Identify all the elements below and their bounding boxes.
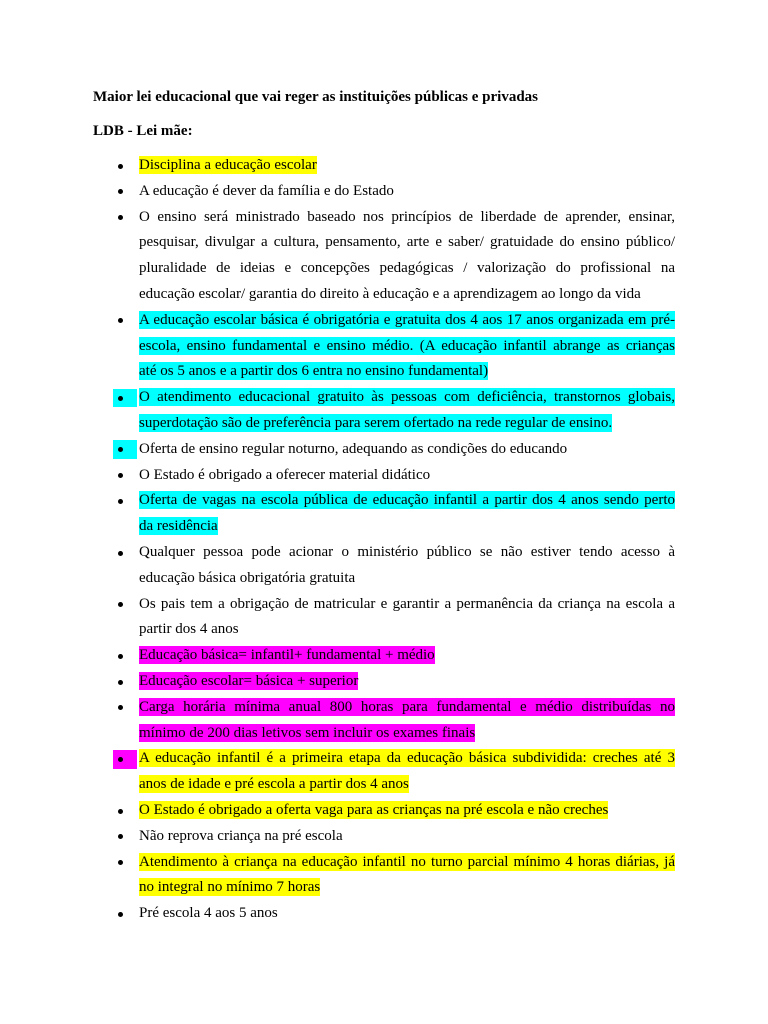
list-item-text: O Estado é obrigado a oferecer material didático <box>139 466 431 483</box>
list-item-text: no integral no mínimo 7 horas <box>139 879 321 896</box>
text-line <box>139 617 675 643</box>
list-item <box>139 592 675 644</box>
text-line <box>139 334 675 360</box>
text-line <box>139 850 675 876</box>
list-item <box>139 488 675 540</box>
list-item-text: Carga horária mínima anual 800 horas para fundamental e médio distribuídas no <box>139 698 675 715</box>
list-item-text: educação básica obrigatória gratuita <box>139 569 356 586</box>
list-item <box>139 824 675 850</box>
bullet-icon <box>113 492 137 511</box>
document-title: Maior lei educacional que vai reger as instituições públicas e privadas <box>93 89 539 105</box>
text-line <box>139 282 675 308</box>
list-item-text: A educação é dever da família e do Estado <box>139 182 394 199</box>
bullet-icon <box>113 466 137 485</box>
list-item-text: escola, ensino fundamental e ensino médio. (A educação infantil abrange as crianças <box>139 337 675 354</box>
list-item-text: A educação escolar básica é obrigatória e gratuita dos 4 aos 17 anos organizada em pré- <box>139 311 675 328</box>
text-line <box>139 643 675 669</box>
list-item-text: pluralidade de ideias e concepções pedagógicas / valorização do profissional na <box>139 260 675 277</box>
text-line <box>139 721 675 747</box>
bullet-list <box>139 153 675 927</box>
text-line <box>139 359 675 385</box>
text-line <box>139 746 675 772</box>
section-heading: LDB - Lei mãe: <box>93 123 193 139</box>
text-line <box>139 437 675 463</box>
list-item-text: Não reprova criança na pré escola <box>139 827 343 844</box>
list-item-text: Educação escolar= básica + superior <box>139 672 359 689</box>
text-line <box>139 669 675 695</box>
bullet-icon <box>113 853 137 872</box>
list-item <box>139 540 675 592</box>
text-line <box>139 772 675 798</box>
text-line <box>139 592 675 618</box>
text-line <box>139 514 675 540</box>
bullet-icon <box>113 440 137 459</box>
list-item-text: Atendimento à criança na educação infantil no turno parcial mínimo 4 horas diárias, já <box>139 853 675 870</box>
list-item-text: anos de idade e pré escola a partir dos 4 anos <box>139 776 409 793</box>
text-line <box>139 798 675 824</box>
bullet-icon <box>113 157 137 176</box>
text-line <box>139 695 675 721</box>
list-item-text: Educação básica= infantil+ fundamental + médio <box>139 647 435 664</box>
text-line <box>139 566 675 592</box>
bullet-icon <box>113 208 137 227</box>
list-item <box>139 643 675 669</box>
bullet-icon <box>113 905 137 924</box>
list-item-text: pesquisar, divulgar a cultura, pensamento, arte e saber/ gratuidade do ensino público/ <box>139 234 675 251</box>
list-item <box>139 798 675 824</box>
text-line <box>139 256 675 282</box>
list-item <box>139 385 675 437</box>
text-line <box>139 179 675 205</box>
bullet-icon <box>113 544 137 563</box>
text-line <box>139 901 675 927</box>
list-item <box>139 695 675 747</box>
text-line <box>139 205 675 231</box>
list-item-text: superdotação são de preferência para serem ofertado na rede regular de ensino. <box>139 414 613 431</box>
text-line <box>139 875 675 901</box>
list-item <box>139 901 675 927</box>
text-line <box>139 230 675 256</box>
list-item <box>139 179 675 205</box>
list-item-text: O Estado é obrigado a oferta vaga para as crianças na pré escola e não creches <box>139 801 609 818</box>
bullet-icon <box>113 389 137 408</box>
list-item <box>139 463 675 489</box>
list-item-text: A educação infantil é a primeira etapa da educação básica subdividida: creches até 3 <box>139 750 675 767</box>
text-line <box>139 308 675 334</box>
text-line <box>139 153 675 179</box>
bullet-icon <box>113 647 137 666</box>
list-item-text: Disciplina a educação escolar <box>139 157 317 173</box>
list-item <box>139 153 675 179</box>
bullet-icon <box>113 802 137 821</box>
list-item-text: O ensino será ministrado baseado nos princípios de liberdade de aprender, ensinar, <box>139 208 675 225</box>
list-item-text: Pré escola 4 aos 5 anos <box>139 905 278 922</box>
bullet-icon <box>113 311 137 330</box>
bullet-icon <box>113 673 137 692</box>
list-item-text: Oferta de vagas na escola pública de educação infantil a partir dos 4 anos sendo perto <box>139 492 675 509</box>
list-item-text: mínimo de 200 dias letivos sem incluir os exames finais <box>139 724 476 741</box>
bullet-icon <box>113 827 137 846</box>
list-item <box>139 205 675 308</box>
list-item-text: Qualquer pessoa pode acionar o ministério público se não estiver tendo acesso à <box>139 543 675 560</box>
list-item-text: Os pais tem a obrigação de matricular e garantir a permanência da criança na escola a <box>139 595 675 612</box>
bullet-icon <box>113 698 137 717</box>
list-item-text: da residência <box>139 518 218 535</box>
text-line <box>139 411 675 437</box>
list-item-text: Oferta de ensino regular noturno, adequando as condições do educando <box>139 440 568 457</box>
text-line <box>139 540 675 566</box>
bullet-icon <box>113 595 137 614</box>
list-item <box>139 669 675 695</box>
text-line <box>139 385 675 411</box>
list-item-text: até os 5 anos e a partir dos 6 entra no ensino fundamental) <box>139 363 489 380</box>
list-item <box>139 850 675 902</box>
list-item-text: O atendimento educacional gratuito às pessoas com deficiência, transtornos globais, <box>139 389 675 406</box>
bullet-icon <box>113 750 137 769</box>
bullet-icon <box>113 182 137 201</box>
list-item <box>139 308 675 385</box>
text-line <box>139 463 675 489</box>
text-line <box>139 488 675 514</box>
list-item-text: educação escolar/ garantia do direito à educação e a aprendizagem ao longo da vida <box>139 285 641 302</box>
list-item-text: partir dos 4 anos <box>139 621 239 638</box>
list-item <box>139 437 675 463</box>
list-item <box>139 746 675 798</box>
text-line <box>139 824 675 850</box>
